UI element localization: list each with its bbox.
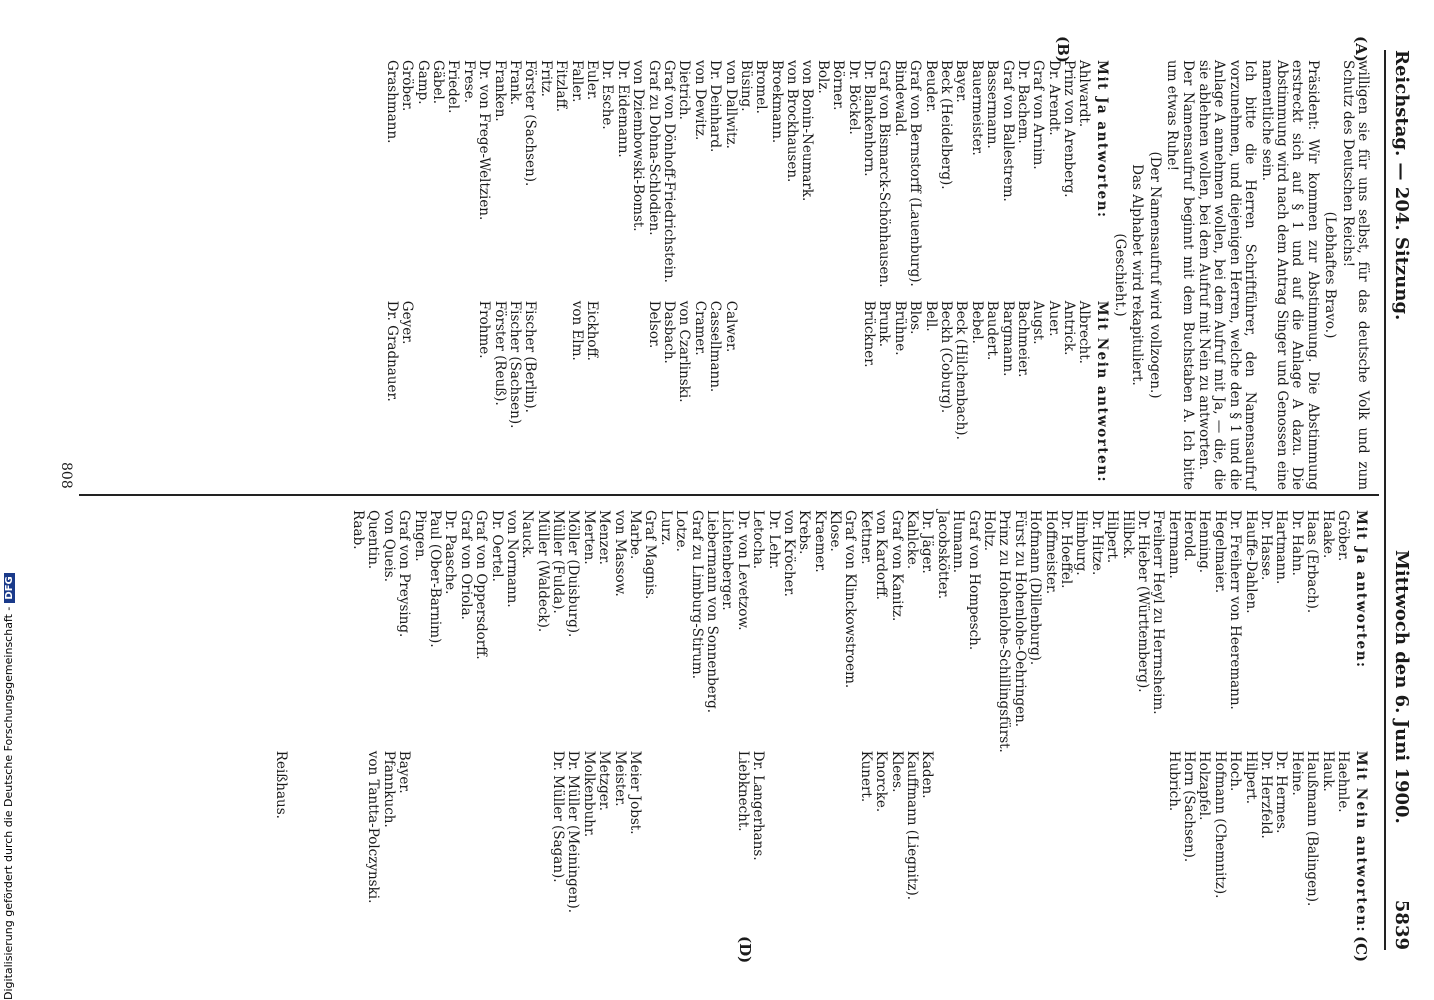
- member-no: [688, 751, 703, 940]
- member-yes: Dr. Freiherr von Heeremann.: [1227, 510, 1244, 710]
- member-no: Dr. Müller (Sagan).: [550, 750, 567, 883]
- member-no: [1150, 751, 1165, 940]
- header-title: Reichstag. — 204. Sitzung.: [1391, 50, 1412, 321]
- member-yes: Dr. Hieber (Württemberg).: [1134, 510, 1151, 693]
- member-yes: von Dziembowski-Bomst.: [630, 60, 647, 232]
- member-yes: Henning.: [1196, 510, 1213, 574]
- left-nein-column: [384, 301, 1110, 490]
- member-yes: Graf von Ballestrem.: [999, 60, 1016, 202]
- member-no: [430, 301, 445, 490]
- member-no: Klees.: [888, 750, 905, 793]
- member-yes: Letocha.: [750, 510, 767, 570]
- member-yes: Friedel.: [445, 60, 462, 114]
- member-yes: Büsing.: [737, 60, 754, 112]
- member-no: [811, 751, 826, 940]
- member-no: [950, 751, 965, 940]
- member-no: [427, 751, 442, 940]
- member-no: von Czarlinski.: [676, 300, 693, 403]
- member-yes: Gröber.: [399, 60, 416, 112]
- member-yes: Hegelmaier.: [1211, 510, 1228, 594]
- member-no: Kaden.: [919, 750, 936, 799]
- member-no: [1073, 751, 1088, 940]
- member-yes: Gröber.: [1335, 510, 1351, 562]
- roll-call-start: Der Namensaufruf beginnt mit dem Buchstaben A. Ich bitte um etwas Ruhe!: [1164, 60, 1196, 490]
- member-no: [414, 301, 429, 490]
- member-yes: Fitzlaff.: [553, 60, 570, 112]
- member-no: [537, 301, 552, 490]
- member-yes: Lotze.: [673, 510, 690, 552]
- member-no: Frohme.: [476, 300, 493, 359]
- member-no: Knorcke.: [873, 750, 890, 813]
- member-no: [553, 301, 568, 490]
- left-vote-table: [384, 60, 1110, 490]
- member-no: [796, 751, 811, 940]
- member-yes: Dr. Lehr.: [765, 510, 782, 570]
- member-no: [1042, 751, 1057, 940]
- member-no: Dr. Herzfeld.: [1258, 750, 1275, 839]
- member-no: [460, 301, 475, 490]
- member-yes: Ahlwardt.: [1076, 60, 1093, 128]
- member-yes: Graf von Dönhoff-Friedrichstein.: [660, 60, 677, 283]
- member-yes: von Dallwitz.: [722, 60, 739, 149]
- member-no: Hubrich.: [1165, 750, 1182, 812]
- column-divider: [79, 494, 1379, 496]
- member-no: Dr. Langerhans.: [750, 750, 767, 861]
- member-yes: Hilpert.: [1104, 510, 1121, 564]
- member-yes: Graf Magnis.: [642, 510, 659, 600]
- member-no: [784, 301, 799, 490]
- member-yes: Graf zu Dohna-Schlodien.: [645, 60, 662, 236]
- member-yes: Hauffe-Dahlen.: [1242, 510, 1259, 614]
- member-yes: Möller (Duisburg).: [565, 510, 582, 638]
- member-yes: Bauermeister.: [968, 60, 985, 156]
- member-yes: Nauck.: [519, 510, 536, 559]
- member-no: [473, 751, 488, 940]
- header-date: Mittwoch den 6. Juni 1900.: [1391, 550, 1412, 824]
- member-yes: von Kardorff.: [873, 510, 890, 600]
- right-ja-header: Mit Ja antworten:: [1353, 510, 1369, 669]
- member-yes: Liebermann von Sonnenberg.: [703, 510, 720, 714]
- member-yes: Hartmann.: [1273, 510, 1290, 585]
- member-no: [411, 751, 426, 940]
- right-ja-column: [273, 510, 1368, 751]
- member-no: Heine.: [1288, 750, 1305, 796]
- member-no: Dr. Hermes.: [1273, 750, 1290, 834]
- member-yes: Dr. Eidemann.: [614, 60, 631, 158]
- intro-text: willigen sie für uns selbst, für das deutsche Volk und zum Schutz des Deutschen Reichs!: [1339, 60, 1371, 490]
- margin-letter-d: (D): [736, 936, 754, 964]
- footer-text: Digitalisierung gefördert durch die Deutsche Forschungsgemeinschaft -: [2, 606, 15, 1000]
- member-yes: Bassermann.: [984, 60, 1001, 149]
- member-yes: von Normann.: [503, 510, 520, 608]
- header-page-number: 5839: [1391, 899, 1412, 950]
- member-no: Delsor.: [645, 300, 662, 349]
- member-yes: Merten.: [580, 510, 597, 565]
- member-no: [1027, 751, 1042, 940]
- member-no: Cassellmann.: [707, 300, 724, 393]
- member-no: Antrick.: [1061, 300, 1078, 356]
- member-no: Calwer.: [722, 300, 739, 353]
- member-no: von Tantta-Polczynski.: [365, 750, 382, 904]
- member-no: Auer.: [1045, 300, 1062, 337]
- member-no: Eickhoff.: [584, 300, 600, 361]
- margin-letter-c: (C): [1352, 936, 1370, 963]
- member-no: Bebel.: [968, 300, 985, 344]
- member-yes: Hermann.: [1165, 510, 1182, 579]
- dfg-logo: DFG: [4, 573, 15, 602]
- margin-letter-a: (A): [1352, 36, 1370, 62]
- member-no: [504, 751, 519, 940]
- member-no: [673, 751, 688, 940]
- member-no: [1058, 751, 1073, 940]
- member-yes: Graf von Oriola.: [457, 510, 474, 620]
- member-yes: Dr. Blankenhorn.: [861, 60, 878, 177]
- member-no: Dr. Gradnauer.: [383, 300, 400, 402]
- member-yes: Graf von Bernstorff (Lauenburg).: [907, 60, 924, 287]
- member-yes: Dr. Hoeffel.: [1057, 510, 1074, 589]
- right-column: [273, 510, 1370, 940]
- member-yes: Hoffmeister.: [1042, 510, 1059, 595]
- member-yes: von Bonin-Neumark.: [799, 60, 816, 202]
- member-no: [719, 751, 734, 940]
- member-yes: Dr. Hasse.: [1258, 510, 1275, 581]
- member-yes: Bayer.: [953, 60, 970, 103]
- member-no: Fischer (Sachsen).: [507, 300, 524, 429]
- member-no: Meister.: [611, 750, 628, 807]
- member-no: Brühne.: [891, 300, 908, 356]
- member-no: [799, 301, 814, 490]
- member-no: Beck (Hilchenbach).: [953, 300, 970, 440]
- member-no: [457, 751, 472, 940]
- member-yes: Euler.: [584, 60, 600, 101]
- left-ja-header: Mit Ja antworten:: [1094, 60, 1111, 219]
- member-yes: von Queis.: [380, 510, 397, 583]
- member-no: Dr. Müller (Meiningen).: [565, 750, 582, 914]
- member-no: Haußmann (Balingen).: [1304, 750, 1321, 907]
- digitization-footer: [2, 573, 15, 1000]
- member-no: [830, 301, 845, 490]
- member-no: Pfannkuch.: [380, 750, 397, 828]
- member-no: [642, 751, 657, 940]
- member-yes: Prinz von Arenberg.: [1061, 60, 1078, 198]
- member-yes: Humann.: [950, 510, 967, 573]
- member-no: [319, 751, 334, 940]
- member-yes: Dietrich.: [676, 60, 693, 120]
- member-no: Fischer (Berlin).: [522, 300, 539, 413]
- member-yes: Fürst zu Hohenlohe-Oehringen.: [1011, 510, 1028, 728]
- member-no: von Elm.: [568, 300, 585, 361]
- member-yes: Beck (Heidelberg).: [937, 60, 954, 190]
- member-yes: Graf von Oppersdorff.: [473, 510, 490, 660]
- member-yes: Herold.: [1181, 510, 1198, 562]
- member-no: [753, 301, 768, 490]
- member-yes: Haas (Erbach).: [1304, 510, 1321, 614]
- right-vote-table: [273, 510, 1368, 940]
- member-yes: Kettner.: [857, 510, 874, 565]
- member-no: Hauk.: [1319, 750, 1336, 792]
- member-no: Cramer.: [691, 300, 708, 356]
- member-no: Kunert.: [857, 750, 874, 803]
- member-no: [534, 751, 549, 940]
- member-no: [1011, 751, 1026, 940]
- roll-call-done: (Der Namensaufruf wird vollzogen.): [1146, 151, 1163, 399]
- member-no: [814, 301, 829, 490]
- left-column: [384, 60, 1370, 490]
- member-no: Hilpert.: [1242, 750, 1259, 805]
- member-no: Hofmann (Chemnitz).: [1211, 750, 1228, 899]
- member-yes: Förster (Sachsen).: [522, 60, 539, 187]
- member-no: [350, 751, 365, 940]
- member-yes: Jacobskötter.: [934, 510, 951, 600]
- member-yes: Gäbel.: [430, 60, 447, 105]
- member-no: Holzapfel.: [1196, 750, 1213, 821]
- member-yes: von Dewitz.: [691, 60, 708, 141]
- member-no: Molkenbuhr.: [580, 750, 597, 838]
- member-no: Horn (Sachsen).: [1181, 750, 1198, 863]
- margin-letter-b: (B): [1054, 36, 1072, 63]
- member-yes: Faller.: [568, 60, 585, 103]
- member-no: Bachmeier.: [1014, 300, 1031, 378]
- member-no: [965, 751, 980, 940]
- member-no: [445, 301, 460, 490]
- member-yes: Graf von Bismarck-Schönhausen.: [876, 60, 893, 288]
- member-yes: von Massow.: [611, 510, 628, 597]
- request-text: Ich bitte die Herren Schriftführer, den Namensaufruf vorzunehmen, und diejenigen Herren, welche den § 1 und die Anlage A annehmen wollen, bei dem Aufruf mit Ja, — die, die sie ablehnen wollen, bei dem Aufruf mit Nein zu antworten.: [1195, 60, 1259, 490]
- right-nein-header: Mit Nein antworten:: [1353, 750, 1369, 934]
- member-yes: Graf von Preysing.: [396, 510, 413, 638]
- member-no: Kauffmann (Liegnitz).: [904, 750, 921, 901]
- member-no: Liebknecht.: [734, 750, 751, 832]
- member-yes: Graf zu Limburg-Stirum.: [688, 510, 705, 679]
- member-no: Reißhaus.: [273, 750, 290, 819]
- member-yes: Dr. Paasche.: [442, 510, 459, 595]
- member-yes: Dr. Hahn.: [1288, 510, 1305, 576]
- member-no: [981, 751, 996, 940]
- member-yes: Hofmann (Dillenburg).: [1027, 510, 1044, 666]
- member-no: Förster (Reuß).: [491, 300, 508, 406]
- member-no: [765, 751, 780, 940]
- member-yes: Pingen.: [411, 510, 428, 562]
- member-yes: Himburg.: [1073, 510, 1090, 576]
- member-yes: Marbe.: [627, 510, 644, 560]
- member-yes: von Brockhausen.: [784, 60, 801, 183]
- member-yes: Bolz.: [814, 60, 831, 94]
- member-yes: Frank.: [507, 60, 524, 106]
- member-yes: Dr. Arendt.: [1045, 60, 1062, 136]
- member-yes: Gamp.: [414, 60, 431, 105]
- member-yes: Graf von Klinckowstroem.: [842, 510, 859, 689]
- running-header: [1384, 50, 1416, 950]
- member-yes: Raab.: [350, 510, 366, 550]
- member-yes: Grashmann.: [383, 60, 400, 144]
- member-no: Metzger.: [596, 750, 613, 812]
- member-yes: Prinz zu Hohenlohe-Schillingsfürst.: [996, 510, 1013, 753]
- member-yes: Lurz.: [657, 510, 674, 546]
- recap-note: Das Alphabet wird rekapituliert.: [1129, 164, 1146, 386]
- member-no: [827, 751, 842, 940]
- member-no: [704, 751, 719, 940]
- member-no: Blos.: [907, 300, 924, 335]
- member-yes: Franken.: [491, 60, 508, 122]
- member-yes: Haake.: [1319, 510, 1336, 559]
- member-yes: Bindewald.: [891, 60, 908, 137]
- page-footer-number: 808: [58, 462, 74, 489]
- member-no: Geyer.: [399, 300, 416, 345]
- member-yes: Dr. Böckel.: [845, 60, 862, 135]
- member-yes: Paul (Ober-Barnim).: [426, 510, 443, 648]
- member-yes: Broekmann.: [768, 60, 785, 144]
- member-yes: Holtz.: [981, 510, 998, 552]
- member-no: Augst.: [1030, 300, 1047, 345]
- member-yes: Müller (Fulda).: [550, 510, 567, 614]
- happened-note: (Geschieht.): [1111, 233, 1128, 317]
- member-no: [738, 301, 753, 490]
- member-no: [768, 301, 783, 490]
- member-no: [334, 751, 349, 940]
- left-nein-header: Mit Nein antworten:: [1094, 300, 1111, 484]
- member-yes: Dr. Jäger.: [919, 510, 936, 574]
- president-statement: Präsident: Wir kommen zur Abstimmung. Die Abstimmung erstreckt sich auf § 1 und auf die Anlage A dazu. Die Abstimmung wird nach dem Antrag Singer und Genossen eine namentliche sein.: [1258, 60, 1321, 490]
- member-yes: Kahlcke.: [904, 510, 921, 570]
- member-no: [303, 751, 318, 940]
- member-no: Brunk.: [876, 300, 893, 348]
- member-yes: Menzer.: [596, 510, 613, 565]
- member-no: [842, 751, 857, 940]
- member-no: [996, 751, 1011, 940]
- member-yes: Beuder.: [922, 60, 939, 113]
- member-yes: Bromel.: [753, 60, 770, 114]
- member-no: [1088, 751, 1103, 940]
- member-no: Bayer.: [396, 750, 413, 794]
- member-yes: Graf von Arnim.: [1030, 60, 1047, 170]
- member-no: Baudert.: [984, 300, 1001, 361]
- member-no: Dasbach.: [660, 300, 677, 364]
- left-ja-column: [384, 60, 1110, 301]
- member-yes: Kraemer.: [811, 510, 828, 573]
- member-no: [1119, 751, 1134, 940]
- member-yes: Lichtenberger.: [719, 510, 736, 611]
- member-yes: Graf von Kanitz.: [888, 510, 905, 622]
- member-no: [288, 751, 303, 940]
- member-yes: Dr. Hitze.: [1088, 510, 1105, 576]
- right-nein-column: [273, 751, 1368, 940]
- member-no: Haehnle.: [1335, 750, 1351, 813]
- member-yes: Graf von Hompesch.: [965, 510, 982, 651]
- member-no: [599, 301, 614, 490]
- member-no: [1104, 751, 1119, 940]
- member-no: [630, 301, 645, 490]
- member-yes: Hilbck.: [1119, 510, 1136, 560]
- member-yes: Krebs.: [796, 510, 813, 555]
- member-yes: Dr. von Levetzow.: [734, 510, 751, 631]
- member-no: Brückner.: [861, 300, 878, 368]
- member-yes: Frese.: [460, 60, 477, 104]
- member-no: [781, 751, 796, 940]
- member-no: Albrecht.: [1076, 300, 1093, 364]
- member-yes: Dr. Oertel.: [488, 510, 505, 582]
- member-no: [934, 751, 949, 940]
- member-no: [442, 751, 457, 940]
- applause-note: (Lebhaftes Bravo.): [1322, 211, 1339, 339]
- member-no: Hoch.: [1227, 750, 1244, 792]
- member-no: Beckh (Coburg).: [937, 300, 954, 414]
- member-yes: Börner.: [830, 60, 847, 111]
- member-no: Meier Jobst.: [627, 750, 644, 835]
- member-yes: Dr. Deinhard.: [707, 60, 724, 153]
- member-no: [488, 751, 503, 940]
- member-yes: Dr. von Frege-Weltzien.: [476, 60, 493, 221]
- member-no: Bargmann.: [999, 300, 1016, 377]
- member-yes: Quentin.: [365, 510, 382, 570]
- member-yes: Müller (Waldeck).: [534, 510, 551, 633]
- member-no: [845, 301, 860, 490]
- member-no: [657, 751, 672, 940]
- member-no: [614, 301, 629, 490]
- member-yes: Freiherr Heyl zu Herrnsheim.: [1150, 510, 1167, 715]
- member-yes: Fritz.: [537, 60, 554, 97]
- member-yes: Dr. Esche.: [599, 60, 616, 130]
- member-no: Bell.: [922, 300, 939, 332]
- member-yes: Klose.: [827, 510, 844, 552]
- member-yes: Dr. Bachem.: [1014, 60, 1031, 144]
- member-no: [1135, 751, 1150, 940]
- member-yes: von Kröcher.: [780, 510, 797, 597]
- member-no: [519, 751, 534, 940]
